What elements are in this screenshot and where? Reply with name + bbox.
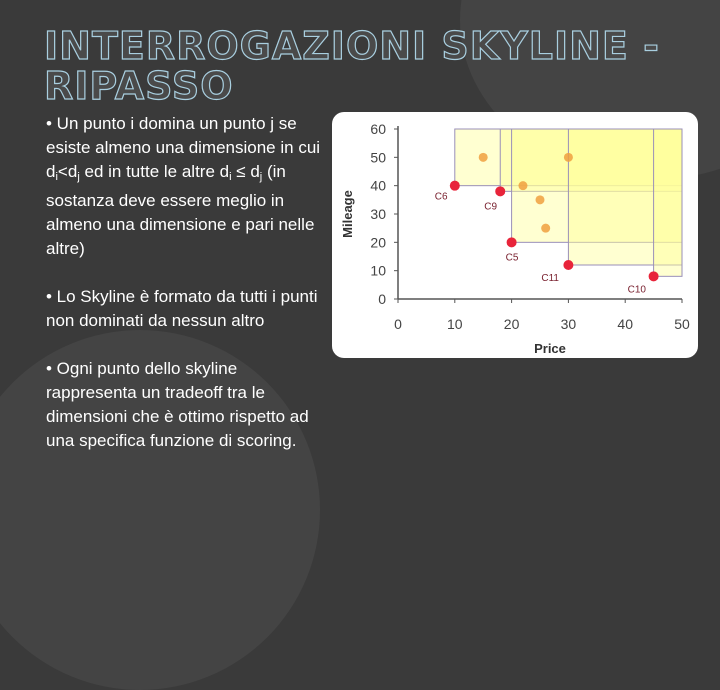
bullet-skyline: • Lo Skyline è formato da tutti i punti non dominati da nessun altro: [46, 287, 318, 330]
y-tick-label: 40: [370, 177, 386, 194]
y-tick-label: 10: [370, 262, 386, 279]
bullet-dominance: • Un punto i domina un punto j se esiste almeno una dimensione in cui $d_i<d_j$ ed in tutte le altre $d_i \le d_j$ (in sostanza deve essere meglio in almeno una dimensione e pari nelle altre): [46, 114, 321, 258]
skyline-point: [495, 186, 505, 196]
y-tick-label: 0: [378, 291, 386, 307]
y-tick-label: 20: [370, 234, 386, 251]
x-tick-label: 10: [447, 316, 463, 332]
dominated-point: [564, 153, 573, 162]
dominated-point: [541, 224, 550, 233]
skyline-point-label: C10: [627, 284, 646, 296]
y-tick-label: 50: [370, 149, 386, 166]
dominated-point: [479, 153, 488, 162]
y-axis-label: Mileage: [340, 190, 355, 238]
dominated-point: [536, 195, 545, 204]
chart-svg: [332, 112, 698, 358]
dominated-point: [518, 181, 527, 190]
dominated-region: [654, 129, 682, 276]
skyline-point: [563, 260, 573, 270]
skyline-point: [649, 271, 659, 281]
bullet-list: [46, 112, 328, 477]
x-axis-label: Price: [534, 341, 566, 356]
skyline-point-label: C9: [484, 201, 498, 213]
y-tick-label: 60: [370, 121, 386, 137]
skyline-point-label: C5: [505, 252, 519, 264]
y-tick-label: 30: [370, 206, 386, 222]
skyline-point: [507, 237, 517, 247]
bullet-tradeoff: • Ogni punto dello skyline rappresenta un tradeoff tra le dimensioni che è ottimo rispetto ad una specifica funzione di scoring.: [46, 359, 309, 450]
skyline-point-label: C6: [434, 191, 448, 203]
skyline-point: [450, 181, 460, 191]
x-tick-label: 50: [674, 316, 690, 332]
x-tick-label: 30: [560, 316, 577, 332]
skyline-chart: [332, 112, 698, 358]
slide-title: INTERROGAZIONI SKYLINE - RIPASSO: [44, 24, 660, 108]
x-tick-label: 40: [617, 316, 633, 332]
skyline-point-label: C11: [541, 273, 560, 284]
x-tick-label: 20: [503, 316, 520, 332]
x-tick-label: 0: [394, 316, 402, 332]
